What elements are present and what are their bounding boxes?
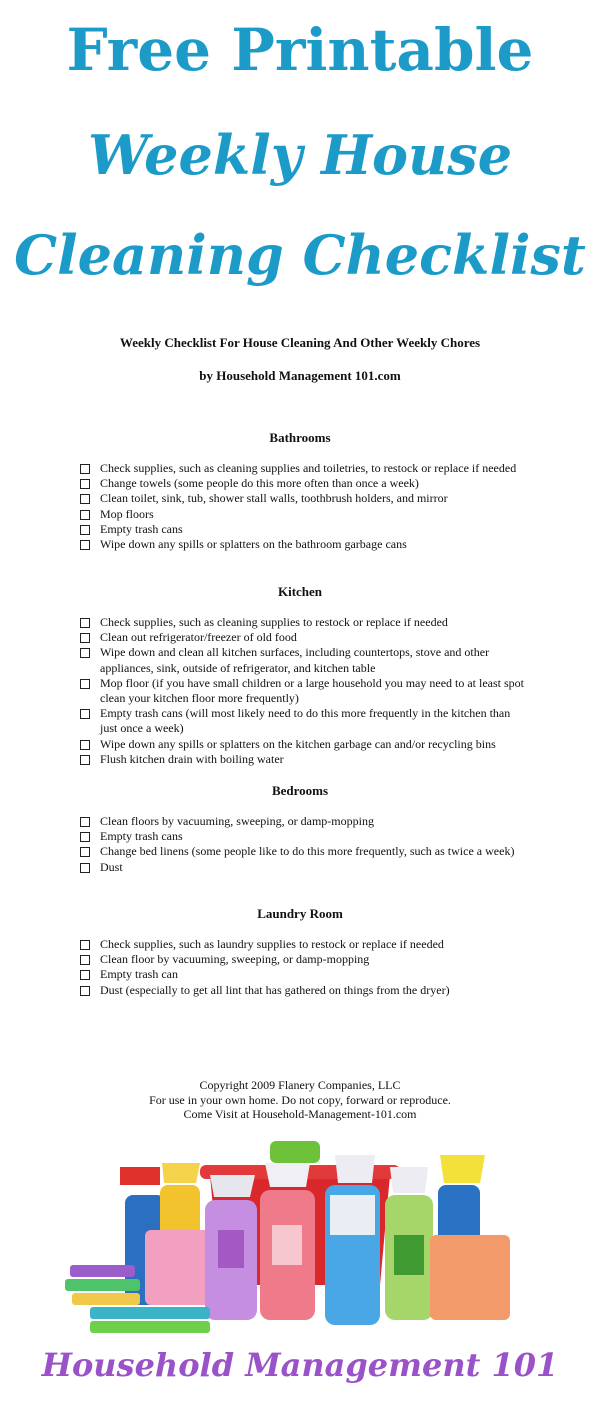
checkbox[interactable] bbox=[80, 679, 90, 689]
list-item bbox=[80, 615, 530, 630]
checklist-bedrooms bbox=[80, 814, 530, 875]
item-text: Clean floor by vacuuming, sweeping, or damp-mopping bbox=[100, 952, 370, 967]
document-byline: by Household Management 101.com bbox=[199, 368, 401, 383]
list-item bbox=[80, 706, 530, 736]
item-text: Empty trash cans (will most likely need to do this more frequently in the kitchen than just once a week) bbox=[100, 706, 511, 736]
sponge-stack-purple bbox=[70, 1265, 135, 1277]
subtitle-line-2: Cleaning Checklist bbox=[14, 223, 586, 287]
white-trigger bbox=[390, 1167, 428, 1193]
copyright-notice bbox=[0, 1078, 600, 1122]
checkbox[interactable] bbox=[80, 510, 90, 520]
checkbox[interactable] bbox=[80, 986, 90, 996]
brand-logo-text: Household Management 101 bbox=[41, 1346, 559, 1384]
item-text: Dust (especially to get all lint that has gathered on things from the dryer) bbox=[100, 982, 450, 997]
bottle-top bbox=[330, 1195, 375, 1235]
page-title: Free Printable bbox=[66, 16, 534, 84]
purple-label bbox=[218, 1230, 244, 1268]
item-text: Mop floor (if you have small children or a large household you may need to at least spot clean your kitchen floor more frequently) bbox=[100, 675, 525, 706]
sponge-stack-teal bbox=[90, 1307, 210, 1319]
item-text: Empty trash can bbox=[100, 967, 178, 982]
red-trigger bbox=[120, 1167, 160, 1185]
list-item bbox=[80, 630, 530, 645]
green-label bbox=[394, 1235, 424, 1275]
list-item bbox=[80, 461, 530, 476]
list-item bbox=[80, 507, 530, 522]
list-item bbox=[80, 814, 530, 829]
item-text: Empty trash cans bbox=[100, 521, 183, 536]
item-text: Change towels (some people do this more often than once a week) bbox=[100, 476, 419, 491]
copyright-line: Copyright 2009 Flanery Companies, LLC bbox=[199, 1078, 401, 1092]
item-text: Check supplies, such as laundry supplies to restock or replace if needed bbox=[100, 937, 444, 951]
checkbox[interactable] bbox=[80, 709, 90, 719]
list-item bbox=[80, 752, 530, 767]
section-title-laundry-room: Laundry Room bbox=[257, 906, 343, 921]
orange-sponge bbox=[430, 1235, 510, 1320]
sponge-stack-yellow bbox=[72, 1293, 140, 1305]
checkbox[interactable] bbox=[80, 525, 90, 535]
item-text: Mop floors bbox=[100, 506, 154, 521]
item-text: Clean floors by vacuuming, sweeping, or damp-mopping bbox=[100, 814, 374, 828]
list-item bbox=[80, 983, 530, 998]
item-text: Empty trash cans bbox=[100, 829, 183, 844]
yellow-trigger bbox=[162, 1163, 200, 1183]
white-trigger bbox=[335, 1155, 375, 1183]
yellow-trigger bbox=[440, 1155, 485, 1183]
subtitle-line-1: Weekly House bbox=[87, 123, 513, 187]
white-trigger bbox=[210, 1175, 255, 1197]
list-item bbox=[80, 676, 530, 706]
list-item bbox=[80, 829, 530, 844]
item-text: Dust bbox=[100, 859, 123, 874]
item-text: Clean toilet, sink, tub, shower stall walls, toothbrush holders, and mirror bbox=[100, 491, 448, 506]
item-text: Flush kitchen drain with boiling water bbox=[100, 751, 284, 766]
checkbox[interactable] bbox=[80, 464, 90, 474]
checkbox[interactable] bbox=[80, 479, 90, 489]
item-text: Clean out refrigerator/freezer of old food bbox=[100, 630, 297, 645]
item-text: Check supplies, such as cleaning supplies to restock or replace if needed bbox=[100, 615, 448, 629]
green-brush bbox=[270, 1141, 320, 1163]
checkbox[interactable] bbox=[80, 955, 90, 965]
item-text: Wipe down any spills or splatters on the bathroom garbage cans bbox=[100, 537, 407, 552]
list-item bbox=[80, 645, 530, 675]
checkbox[interactable] bbox=[80, 648, 90, 658]
list-item bbox=[80, 952, 530, 967]
list-item bbox=[80, 860, 530, 875]
section-title-bedrooms: Bedrooms bbox=[271, 783, 329, 798]
checklist-kitchen bbox=[80, 615, 530, 767]
checkbox[interactable] bbox=[80, 832, 90, 842]
checkbox[interactable] bbox=[80, 755, 90, 765]
usage-line: For use in your own home. Do not copy, forward or reproduce. bbox=[149, 1092, 451, 1107]
list-item bbox=[80, 522, 530, 537]
list-item bbox=[80, 937, 530, 952]
checkbox[interactable] bbox=[80, 817, 90, 827]
checkbox[interactable] bbox=[80, 740, 90, 750]
checkbox[interactable] bbox=[80, 940, 90, 950]
checkbox[interactable] bbox=[80, 494, 90, 504]
list-item bbox=[80, 844, 530, 859]
visit-line: Come Visit at Household-Management-101.com bbox=[183, 1107, 417, 1122]
item-text: Check supplies, such as cleaning supplies and toiletries, to restock or replace if needed bbox=[100, 461, 517, 475]
document-title: Weekly Checklist For House Cleaning And Other Weekly Chores bbox=[119, 335, 481, 350]
list-item bbox=[80, 967, 530, 982]
sponge-stack-green bbox=[65, 1279, 140, 1291]
list-item bbox=[80, 737, 530, 752]
checkbox[interactable] bbox=[80, 618, 90, 628]
checkbox[interactable] bbox=[80, 970, 90, 980]
item-text: Change bed linens (some people like to do this more frequently, such as twice a week) bbox=[100, 844, 515, 859]
sponge-stack-lime bbox=[90, 1321, 210, 1333]
checkbox[interactable] bbox=[80, 847, 90, 857]
section-title-bathrooms: Bathrooms bbox=[269, 430, 331, 445]
item-text: Wipe down any spills or splatters on the kitchen garbage can and/or recycling bins bbox=[100, 736, 496, 751]
checklist-laundry-room bbox=[80, 937, 530, 998]
list-item bbox=[80, 537, 530, 552]
pink-label bbox=[272, 1225, 302, 1265]
checkbox[interactable] bbox=[80, 863, 90, 873]
cleaning-supplies-illustration bbox=[60, 1135, 550, 1335]
list-item bbox=[80, 491, 530, 506]
checkbox[interactable] bbox=[80, 540, 90, 550]
list-item bbox=[80, 476, 530, 491]
checklist-bathrooms bbox=[80, 461, 530, 552]
checkbox[interactable] bbox=[80, 633, 90, 643]
white-trigger bbox=[265, 1163, 310, 1187]
pink-sponge bbox=[145, 1230, 215, 1305]
section-title-kitchen: Kitchen bbox=[277, 584, 323, 599]
item-text: Wipe down and clean all kitchen surfaces, including countertops, stove and other appliances, sink, outside of refrigerator, and kitchen table bbox=[100, 645, 490, 675]
